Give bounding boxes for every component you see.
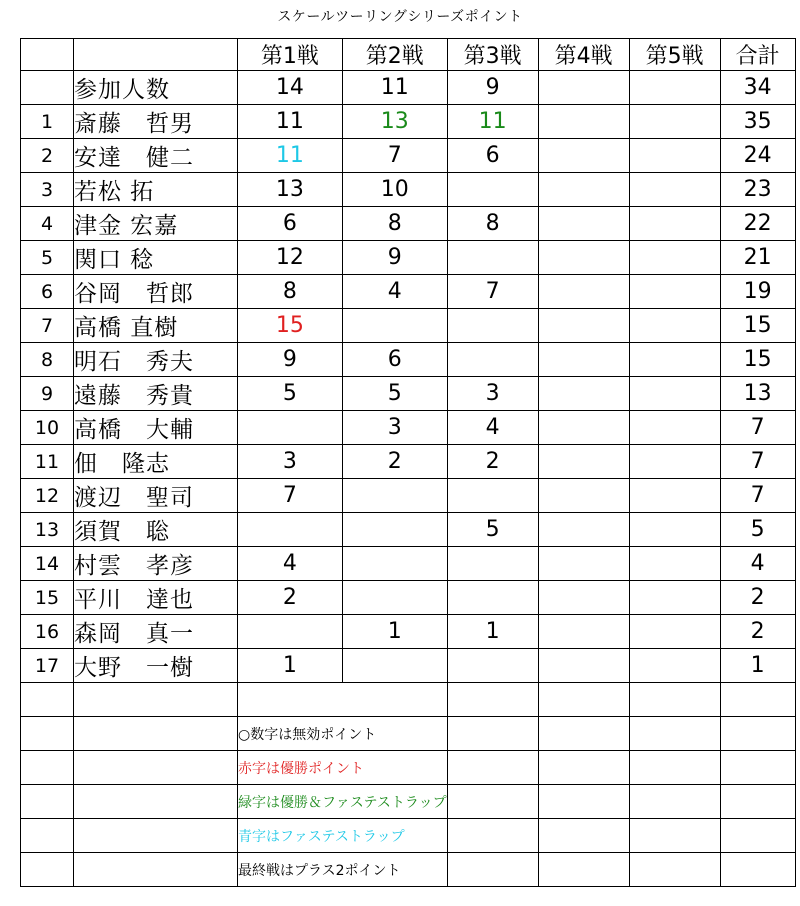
- legend-row: [21, 683, 796, 717]
- legend-empty-cell: [538, 751, 629, 785]
- rank-number: 5: [21, 241, 74, 275]
- header-cell-name: [74, 39, 238, 71]
- total-points: 7: [720, 479, 795, 513]
- round-3-points: 3: [447, 377, 538, 411]
- participants-round-2: 11: [342, 71, 447, 105]
- round-2-points: 10: [342, 173, 447, 207]
- table-row: [21, 241, 796, 275]
- legend-empty-no: [21, 683, 74, 717]
- round-3-points: 5: [447, 513, 538, 547]
- legend-empty-name: [74, 819, 238, 853]
- round-5-points: [629, 547, 720, 581]
- legend-empty-name: [74, 785, 238, 819]
- round-2-points: 2: [342, 445, 447, 479]
- rank-number: 1: [21, 105, 74, 139]
- legend-empty-cell: [720, 683, 795, 717]
- header-round-2: 第2戦: [342, 39, 447, 71]
- total-points: 1: [720, 649, 795, 683]
- legend-row: [21, 853, 796, 887]
- round-2-points: 3: [342, 411, 447, 445]
- legend-empty-name: [74, 717, 238, 751]
- round-1-points: 15: [238, 309, 343, 343]
- round-3-points: 8: [447, 207, 538, 241]
- legend-empty-cell: [447, 819, 538, 853]
- points-table: [20, 38, 796, 887]
- legend-empty-cell: [447, 717, 538, 751]
- legend-row: [21, 819, 796, 853]
- legend-empty-cell: [538, 853, 629, 887]
- round-5-points: [629, 649, 720, 683]
- rank-number: 16: [21, 615, 74, 649]
- legend-empty-cell: [720, 819, 795, 853]
- driver-name: 渡辺 聖司: [74, 479, 238, 513]
- round-5-points: [629, 377, 720, 411]
- rank-number: 2: [21, 139, 74, 173]
- table-row: [21, 207, 796, 241]
- legend-empty-cell: [447, 785, 538, 819]
- round-2-points: 13: [342, 105, 447, 139]
- round-4-points: [538, 139, 629, 173]
- legend-row: [21, 751, 796, 785]
- round-3-points: 6: [447, 139, 538, 173]
- round-4-points: [538, 275, 629, 309]
- legend-empty-no: [21, 853, 74, 887]
- round-2-points: 8: [342, 207, 447, 241]
- legend-empty-cell: [629, 683, 720, 717]
- round-4-points: [538, 479, 629, 513]
- round-5-points: [629, 241, 720, 275]
- round-5-points: [629, 479, 720, 513]
- round-5-points: [629, 445, 720, 479]
- legend-empty-name: [74, 751, 238, 785]
- table-row: [21, 445, 796, 479]
- round-3-points: [447, 581, 538, 615]
- table-row: [21, 411, 796, 445]
- participants-round-5: [629, 71, 720, 105]
- table-row: [21, 105, 796, 139]
- round-2-points: 1: [342, 615, 447, 649]
- total-points: 7: [720, 445, 795, 479]
- round-2-points: [342, 479, 447, 513]
- legend-empty-cell: [720, 853, 795, 887]
- table-row: [21, 309, 796, 343]
- legend-empty-name: [74, 683, 238, 717]
- round-1-points: 2: [238, 581, 343, 615]
- header-round-3: 第3戦: [447, 39, 538, 71]
- participants-round-3: 9: [447, 71, 538, 105]
- total-points: 15: [720, 343, 795, 377]
- round-5-points: [629, 309, 720, 343]
- round-4-points: [538, 343, 629, 377]
- round-4-points: [538, 173, 629, 207]
- legend-empty-no: [21, 785, 74, 819]
- round-1-points: 3: [238, 445, 343, 479]
- rank-number: 8: [21, 343, 74, 377]
- table-row: [21, 275, 796, 309]
- table-row: [21, 173, 796, 207]
- round-2-points: 5: [342, 377, 447, 411]
- round-4-points: [538, 377, 629, 411]
- round-3-points: 4: [447, 411, 538, 445]
- driver-name: 須賀 聡: [74, 513, 238, 547]
- total-points: 23: [720, 173, 795, 207]
- rank-number: 9: [21, 377, 74, 411]
- legend-empty-cell: [720, 785, 795, 819]
- round-1-points: 6: [238, 207, 343, 241]
- legend-empty-cell: [538, 683, 629, 717]
- driver-name: 佃 隆志: [74, 445, 238, 479]
- driver-name: 村雲 孝彦: [74, 547, 238, 581]
- round-2-points: [342, 581, 447, 615]
- table-row: [21, 547, 796, 581]
- participants-total: 34: [720, 71, 795, 105]
- legend-empty-cell: [538, 717, 629, 751]
- round-5-points: [629, 275, 720, 309]
- rank-number: 17: [21, 649, 74, 683]
- round-3-points: [447, 241, 538, 275]
- legend-empty-cell: [720, 751, 795, 785]
- legend-text: 赤字は優勝ポイント: [238, 751, 448, 785]
- round-2-points: 7: [342, 139, 447, 173]
- round-2-points: 6: [342, 343, 447, 377]
- total-points: 15: [720, 309, 795, 343]
- legend-empty-cell: [447, 751, 538, 785]
- driver-name: 高橋 大輔: [74, 411, 238, 445]
- legend-text: 青字はファステストラップ: [238, 819, 448, 853]
- round-5-points: [629, 207, 720, 241]
- total-points: 2: [720, 615, 795, 649]
- legend-empty-cell: [447, 853, 538, 887]
- round-1-points: [238, 411, 343, 445]
- rank-number: 10: [21, 411, 74, 445]
- total-points: 19: [720, 275, 795, 309]
- driver-name: 遠藤 秀貴: [74, 377, 238, 411]
- header-round-4: 第4戦: [538, 39, 629, 71]
- legend-row: [21, 785, 796, 819]
- round-4-points: [538, 207, 629, 241]
- page-title: スケールツーリングシリーズポイント: [277, 9, 523, 25]
- round-3-points: 2: [447, 445, 538, 479]
- rank-number: 7: [21, 309, 74, 343]
- round-2-points: 9: [342, 241, 447, 275]
- driver-name: 関口 稔: [74, 241, 238, 275]
- header-round-1: 第1戦: [238, 39, 343, 71]
- total-points: 22: [720, 207, 795, 241]
- legend-empty-cell: [538, 819, 629, 853]
- round-5-points: [629, 411, 720, 445]
- round-5-points: [629, 139, 720, 173]
- total-points: 4: [720, 547, 795, 581]
- round-5-points: [629, 343, 720, 377]
- legend-empty-cell: [629, 819, 720, 853]
- total-points: 2: [720, 581, 795, 615]
- driver-name: 森岡 真一: [74, 615, 238, 649]
- legend-empty-no: [21, 819, 74, 853]
- header-total: 合計: [720, 39, 795, 71]
- round-3-points: [447, 173, 538, 207]
- round-4-points: [538, 581, 629, 615]
- rank-number: 11: [21, 445, 74, 479]
- round-1-points: 5: [238, 377, 343, 411]
- participants-no-cell: [21, 71, 74, 105]
- round-2-points: [342, 513, 447, 547]
- legend-empty-no: [21, 717, 74, 751]
- total-points: 7: [720, 411, 795, 445]
- driver-name: 安達 健二: [74, 139, 238, 173]
- round-4-points: [538, 513, 629, 547]
- legend-empty-no: [21, 751, 74, 785]
- driver-name: 若松 拓: [74, 173, 238, 207]
- table-row: [21, 343, 796, 377]
- round-1-points: [238, 615, 343, 649]
- participants-round-4: [538, 71, 629, 105]
- total-points: 21: [720, 241, 795, 275]
- round-5-points: [629, 105, 720, 139]
- legend-text: ○数字は無効ポイント: [238, 717, 448, 751]
- table-row: [21, 377, 796, 411]
- legend-text: 緑字は優勝＆ファステストラップ: [238, 785, 448, 819]
- round-1-points: 4: [238, 547, 343, 581]
- rank-number: 13: [21, 513, 74, 547]
- total-points: 13: [720, 377, 795, 411]
- driver-name: 谷岡 哲郎: [74, 275, 238, 309]
- table-row: [21, 615, 796, 649]
- round-1-points: [238, 513, 343, 547]
- round-1-points: 8: [238, 275, 343, 309]
- round-4-points: [538, 445, 629, 479]
- rank-number: 14: [21, 547, 74, 581]
- total-points: 35: [720, 105, 795, 139]
- round-2-points: [342, 547, 447, 581]
- round-3-points: [447, 547, 538, 581]
- round-4-points: [538, 411, 629, 445]
- legend-row: [21, 717, 796, 751]
- driver-name: 斎藤 哲男: [74, 105, 238, 139]
- round-5-points: [629, 173, 720, 207]
- table-row: [21, 479, 796, 513]
- round-5-points: [629, 581, 720, 615]
- round-2-points: [342, 649, 447, 683]
- round-1-points: 13: [238, 173, 343, 207]
- header-cell-no: [21, 39, 74, 71]
- driver-name: 明石 秀夫: [74, 343, 238, 377]
- round-3-points: 11: [447, 105, 538, 139]
- table-row: [21, 139, 796, 173]
- round-4-points: [538, 309, 629, 343]
- round-4-points: [538, 649, 629, 683]
- driver-name: 大野 一樹: [74, 649, 238, 683]
- round-4-points: [538, 615, 629, 649]
- legend-text: [238, 683, 448, 717]
- round-2-points: 4: [342, 275, 447, 309]
- round-3-points: [447, 309, 538, 343]
- total-points: 24: [720, 139, 795, 173]
- participants-label: 参加人数: [74, 71, 238, 105]
- round-3-points: 1: [447, 615, 538, 649]
- round-5-points: [629, 615, 720, 649]
- legend-empty-cell: [538, 785, 629, 819]
- round-2-points: [342, 309, 447, 343]
- total-points: 5: [720, 513, 795, 547]
- legend-empty-cell: [720, 717, 795, 751]
- rank-number: 6: [21, 275, 74, 309]
- header-round-5: 第5戦: [629, 39, 720, 71]
- round-1-points: 7: [238, 479, 343, 513]
- participants-round-1: 14: [238, 71, 343, 105]
- driver-name: 高橋 直樹: [74, 309, 238, 343]
- driver-name: 平川 達也: [74, 581, 238, 615]
- legend-empty-cell: [629, 785, 720, 819]
- participants-row: [21, 71, 796, 105]
- legend-empty-cell: [629, 717, 720, 751]
- round-4-points: [538, 105, 629, 139]
- legend-empty-name: [74, 853, 238, 887]
- legend-empty-cell: [629, 751, 720, 785]
- legend-text: 最終戦はプラス2ポイント: [238, 853, 448, 887]
- round-1-points: 12: [238, 241, 343, 275]
- legend-empty-cell: [447, 683, 538, 717]
- round-1-points: 9: [238, 343, 343, 377]
- round-5-points: [629, 513, 720, 547]
- round-4-points: [538, 241, 629, 275]
- table-row: [21, 513, 796, 547]
- round-3-points: [447, 343, 538, 377]
- round-1-points: 11: [238, 105, 343, 139]
- driver-name: 津金 宏嘉: [74, 207, 238, 241]
- round-1-points: 1: [238, 649, 343, 683]
- header-row: [21, 39, 796, 71]
- table-row: [21, 581, 796, 615]
- rank-number: 15: [21, 581, 74, 615]
- table-row: [21, 649, 796, 683]
- round-4-points: [538, 547, 629, 581]
- rank-number: 12: [21, 479, 74, 513]
- round-3-points: 7: [447, 275, 538, 309]
- rank-number: 3: [21, 173, 74, 207]
- round-3-points: [447, 479, 538, 513]
- round-1-points: 11: [238, 139, 343, 173]
- round-3-points: [447, 649, 538, 683]
- legend-empty-cell: [629, 853, 720, 887]
- rank-number: 4: [21, 207, 74, 241]
